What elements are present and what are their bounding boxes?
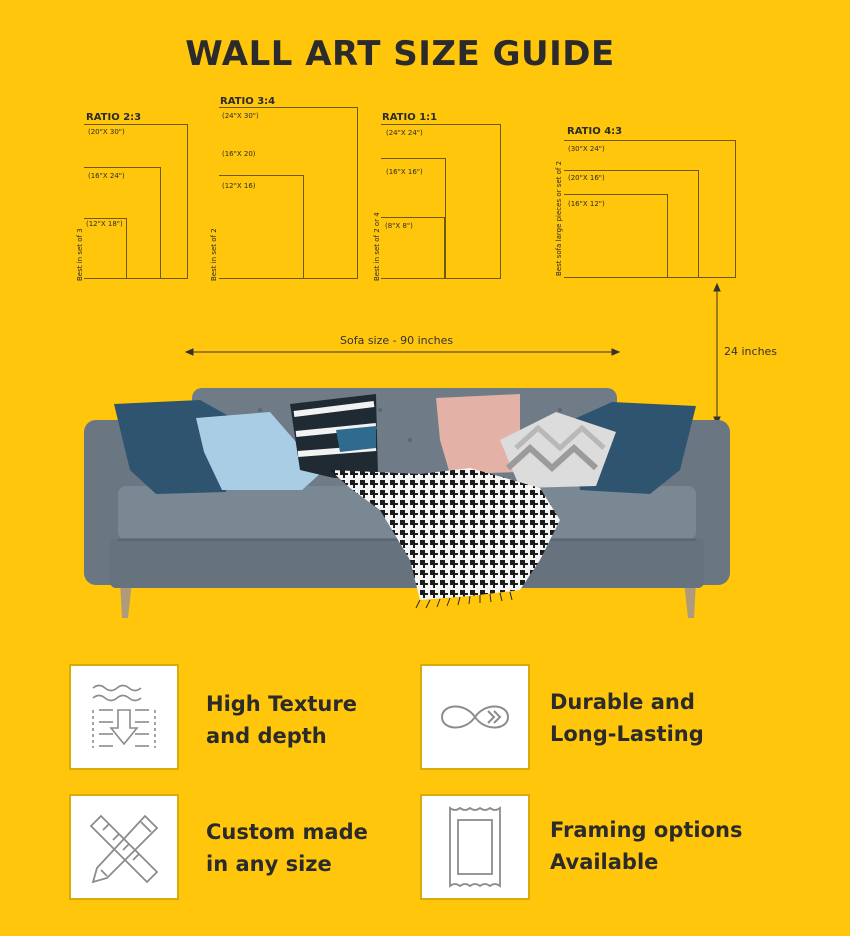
size-label: (24"X 30") — [222, 112, 259, 120]
ratio-label: RATIO 2:3 — [86, 112, 142, 123]
size-label: (20"X 30") — [88, 128, 125, 136]
size-label: (12"X 16) — [222, 182, 256, 190]
set-note: Best in set of 2 — [210, 228, 218, 281]
size-label: (8"X 8") — [385, 222, 413, 230]
feature-durable-text: Durable and Long-Lasting — [550, 690, 704, 746]
texture-icon — [71, 666, 177, 768]
set-note: Best sofa large pieces or set of 2 — [555, 160, 563, 276]
sofa-size-label: Sofa size - 90 inches — [340, 334, 454, 347]
ratio-label: RATIO 3:4 — [220, 96, 276, 107]
size-label: (20"X 16") — [568, 174, 605, 182]
set-note: Best in set of 3 — [76, 228, 84, 281]
size-label: (16"X 20) — [222, 150, 256, 158]
height-label: 24 inches — [724, 345, 778, 358]
feature-durable-box — [420, 664, 530, 770]
feature-framing-text: Framing options Available — [550, 818, 743, 874]
infinity-icon — [422, 666, 528, 768]
feature-custom-text: Custom made in any size — [206, 820, 368, 876]
size-label: (12"X 18") — [86, 220, 123, 228]
ratio-label: RATIO 4:3 — [567, 126, 623, 137]
size-label: (30"X 24") — [568, 145, 605, 153]
feature-texture-box — [69, 664, 179, 770]
size-label: (16"X 16") — [386, 168, 423, 176]
page-title: WALL ART SIZE GUIDE — [185, 34, 615, 74]
pencil-ruler-icon — [71, 796, 177, 898]
set-note: Best in set of 2 or 4 — [373, 212, 381, 281]
size-label: (16"X 12") — [568, 200, 605, 208]
feature-texture-text: High Texture and depth — [206, 692, 357, 748]
size-label: (16"X 24") — [88, 172, 125, 180]
size-label: (24"X 24") — [386, 129, 423, 137]
ratio-label: RATIO 1:1 — [382, 112, 438, 123]
frame-icon — [422, 796, 528, 898]
feature-custom-box — [69, 794, 179, 900]
feature-framing-box — [420, 794, 530, 900]
